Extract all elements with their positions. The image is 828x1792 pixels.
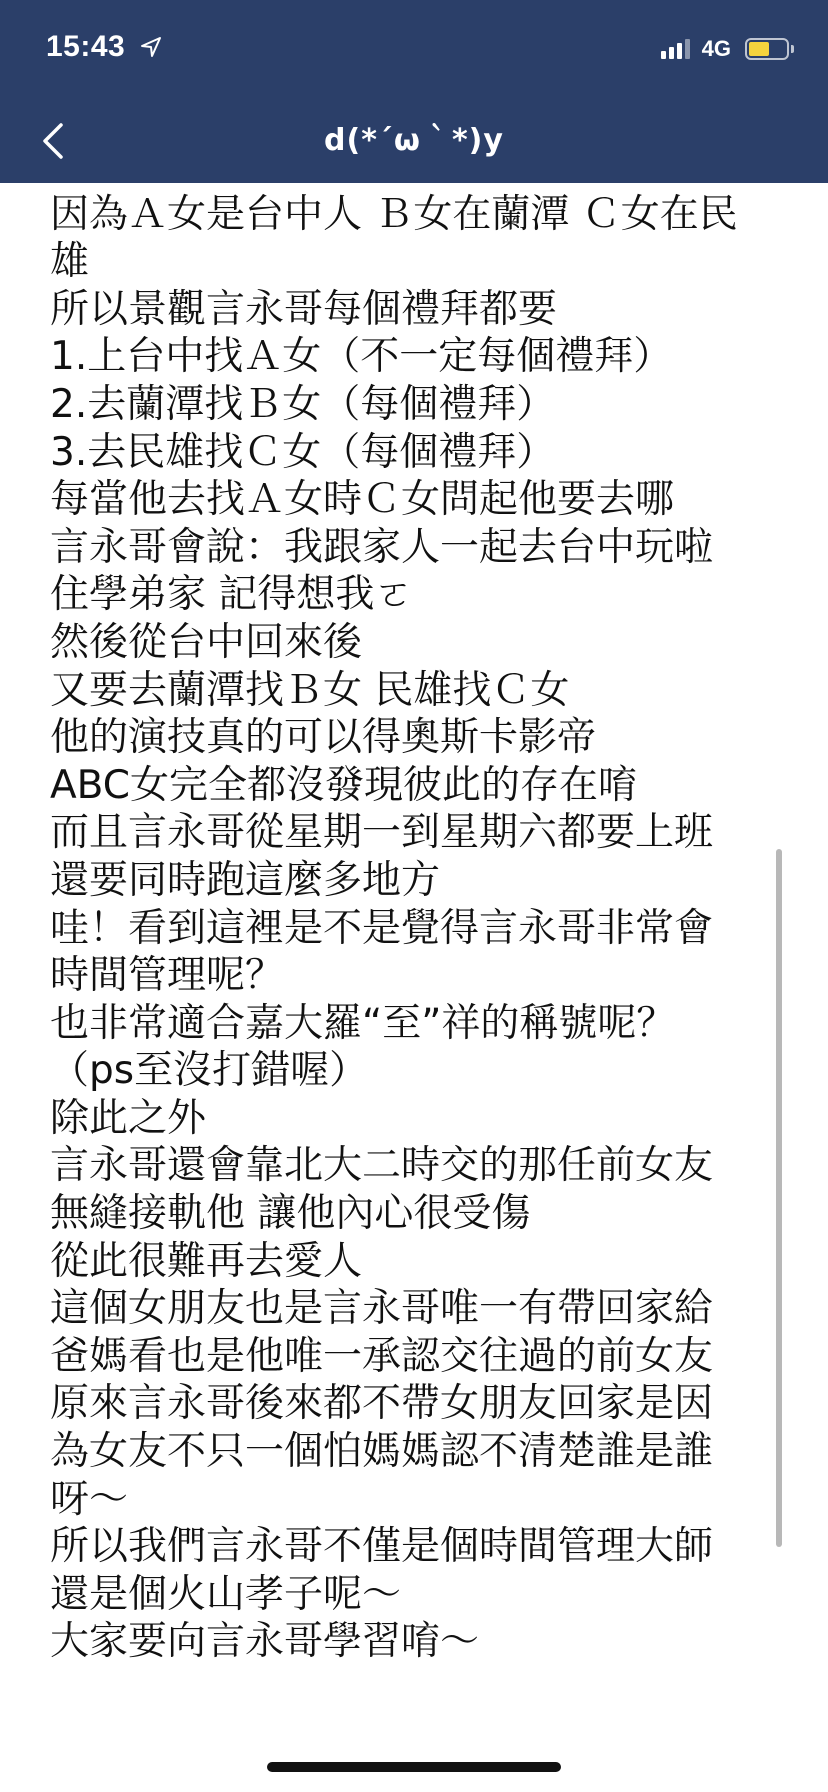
- post-line: 雄: [50, 239, 90, 285]
- post-line: 為女友不只一個怕媽媽認不清楚誰是誰: [50, 1429, 714, 1475]
- post-line: 然後從台中回來後: [50, 619, 363, 665]
- post-content: [0, 183, 828, 1792]
- post-line: 無縫接軌他 讓他內心很受傷: [50, 1191, 531, 1237]
- post-line: 每當他去找Ａ女時Ｃ女問起他要去哪: [50, 477, 675, 523]
- battery-level: [749, 42, 769, 56]
- post-line: 1.上台中找Ａ女（不一定每個禮拜）: [50, 334, 673, 380]
- post-line: 還是個火山孝子呢～: [50, 1571, 402, 1617]
- post-line: （ps至沒打錯喔）: [50, 1048, 369, 1094]
- post-line: 除此之外: [50, 1095, 207, 1141]
- post-line: 住學弟家 記得想我ㄛ: [50, 572, 414, 618]
- status-indicators: [661, 36, 794, 62]
- location-arrow-icon: [140, 36, 162, 58]
- app-header: [0, 0, 828, 183]
- cellular-signal-icon: [661, 39, 690, 59]
- home-indicator[interactable]: [267, 1762, 561, 1772]
- post-line: 因為Ａ女是台中人 Ｂ女在蘭潭 Ｃ女在民: [50, 191, 738, 237]
- post-line: 3.去民雄找Ｃ女（每個禮拜）: [50, 429, 556, 475]
- battery-cap: [791, 45, 794, 53]
- post-line: 這個女朋友也是言永哥唯一有帶回家給: [50, 1286, 714, 1332]
- battery-icon: [745, 38, 789, 60]
- page-title: d(*´ω｀*)y: [324, 123, 504, 158]
- post-line: 哇！看到這裡是不是覺得言永哥非常會: [50, 905, 714, 951]
- post-line: 大家要向言永哥學習唷～: [50, 1619, 480, 1665]
- post-line: 而且言永哥從星期一到星期六都要上班: [50, 810, 714, 856]
- post-line: 也非常適合嘉大羅“至”祥的稱號呢？: [50, 1000, 676, 1046]
- post-line: 從此很難再去愛人: [50, 1238, 363, 1284]
- post-line: 原來言永哥後來都不帶女朋友回家是因: [50, 1381, 714, 1427]
- post-line: ABC女完全都沒發現彼此的存在唷: [50, 762, 637, 808]
- post-line: 所以我們言永哥不僅是個時間管理大師: [50, 1524, 714, 1570]
- scrollbar[interactable]: [776, 849, 782, 1547]
- post-line: 時間管理呢？: [50, 953, 285, 999]
- post-line: 所以景觀言永哥每個禮拜都要: [50, 286, 558, 332]
- network-type: 4G: [701, 36, 731, 61]
- status-time: 15:43: [46, 30, 126, 63]
- post-line: 還要同時跑這麼多地方: [50, 857, 441, 903]
- post-line: 2.去蘭潭找Ｂ女（每個禮拜）: [50, 381, 556, 427]
- post-line: 言永哥還會靠北大二時交的那任前女友: [50, 1143, 714, 1189]
- post-line: 言永哥會說：我跟家人一起去台中玩啦: [50, 524, 714, 570]
- post-line: 呀～: [50, 1476, 129, 1522]
- post-line: 爸媽看也是他唯一承認交往過的前女友: [50, 1333, 714, 1379]
- post-body: [50, 143, 760, 1666]
- post-line: 又要去蘭潭找Ｂ女 民雄找Ｃ女: [50, 667, 570, 713]
- post-line: 他的演技真的可以得奧斯卡影帝: [50, 715, 597, 761]
